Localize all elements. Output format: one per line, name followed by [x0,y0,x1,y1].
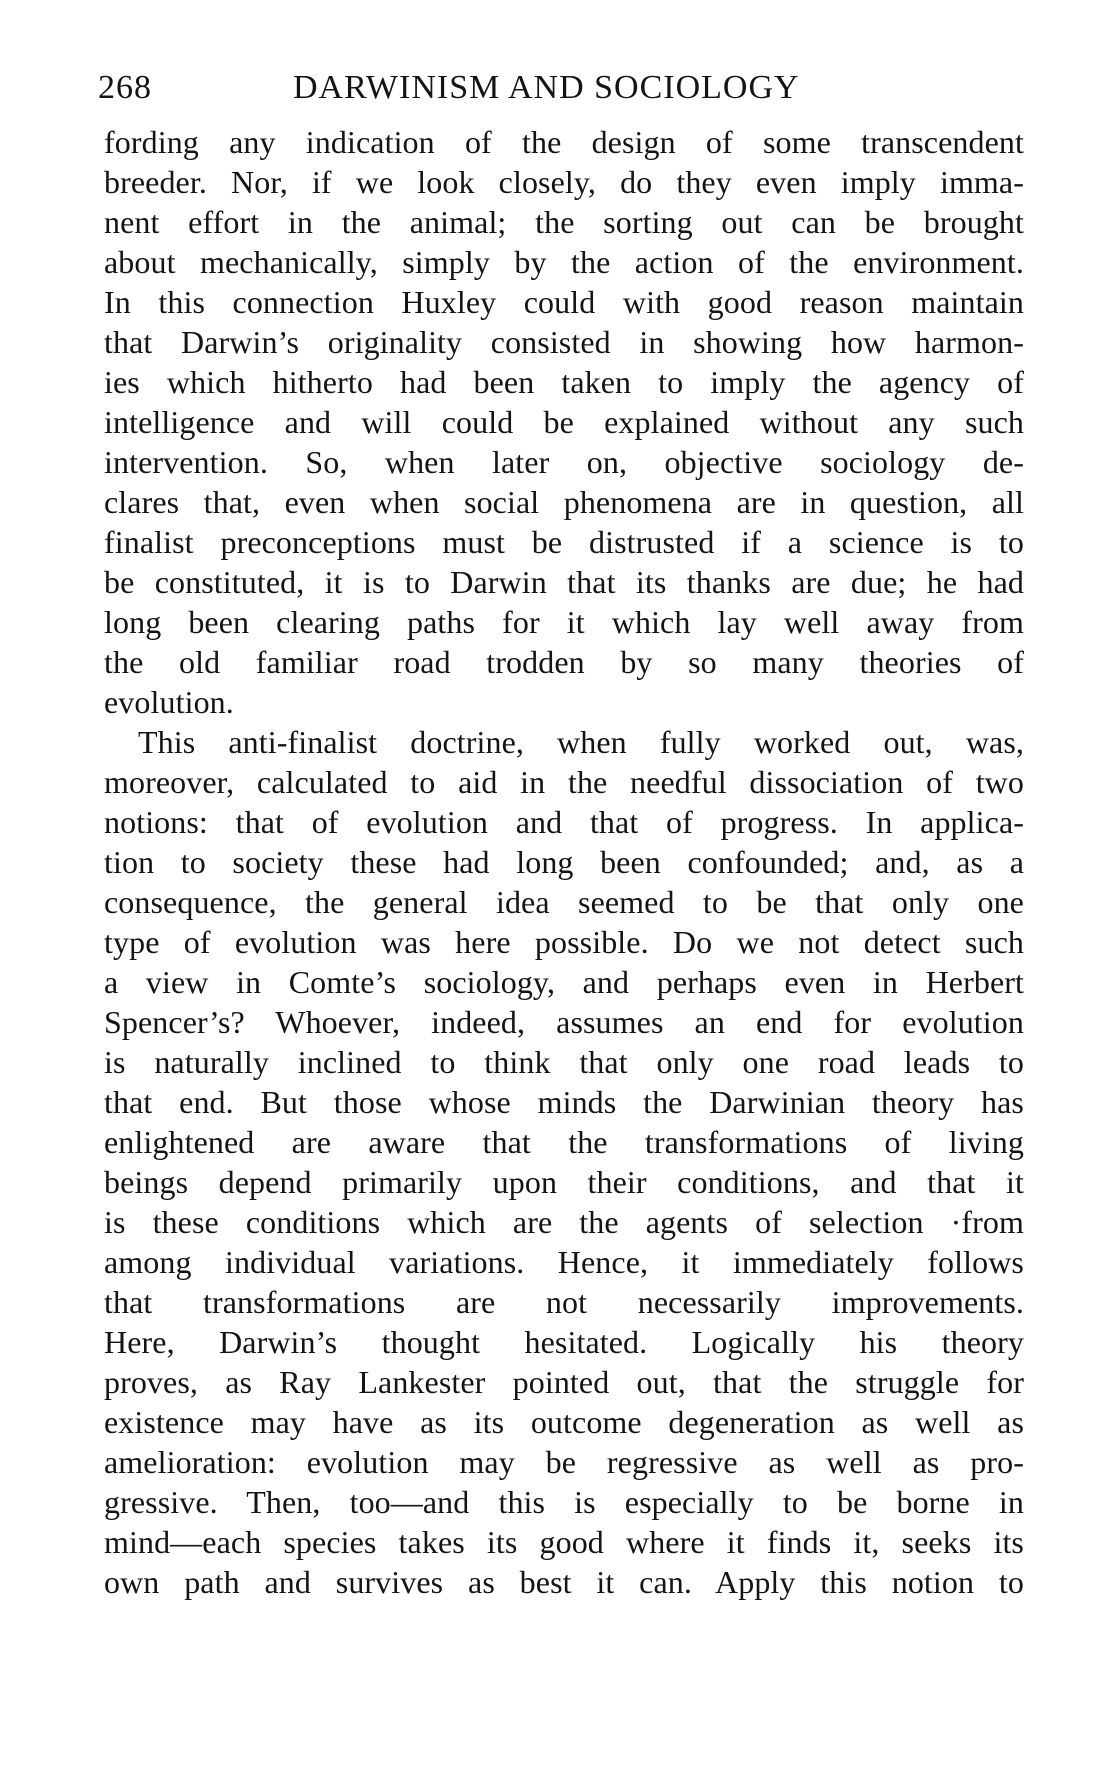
text-line: consequence, the general idea seemed to be that only one [104,884,1024,920]
text-line: that end. But those whose minds the Darwinian theory has [104,1084,1024,1120]
text-line: In this connection Huxley could with good reason maintain [104,284,1024,320]
text-line: fording any indication of the design of some transcendent [104,124,1024,160]
text-line: Spencer’s? Whoever, indeed, assumes an end for evolution [104,1004,1024,1040]
text-line: long been clearing paths for it which lay well away from [104,604,1024,640]
text-line: about mechanically, simply by the action of the environment. [104,244,1024,280]
text-line: is these conditions which are the agents of selection ·from [104,1204,1024,1240]
body-text [104,122,1024,1602]
text-line: tion to society these had long been confounded; and, as a [104,844,1024,880]
text-line: enlightened are aware that the transformations of living [104,1124,1024,1160]
paragraph-1 [104,122,1024,722]
text-line: amelioration: evolution may be regressive as well as pro- [104,1444,1024,1480]
text-line: notions: that of evolution and that of progress. In applica- [104,804,1024,840]
text-line: type of evolution was here possible. Do we not detect such [104,924,1024,960]
text-line: the old familiar road trodden by so many theories of [104,644,1024,680]
text-line: breeder. Nor, if we look closely, do they even imply imma- [104,164,1024,200]
text-line: that Darwin’s originality consisted in showing how harmon- [104,324,1024,360]
text-line: evolution. [104,684,234,720]
running-head [98,62,1024,114]
text-line: mind—each species takes its good where it finds it, seeks its [104,1524,1024,1560]
text-line: beings depend primarily upon their conditions, and that it [104,1164,1024,1200]
text-line: clares that, even when social phenomena are in question, all [104,484,1024,520]
text-line: proves, as Ray Lankester pointed out, that the struggle for [104,1364,1024,1400]
text-line: Here, Darwin’s thought hesitated. Logically his theory [104,1324,1024,1360]
paragraph-2 [104,722,1024,1602]
text-line: intervention. So, when later on, objective sociology de- [104,444,1024,480]
book-page [98,62,1024,1602]
page-number: 268 [98,69,152,106]
text-line: is naturally inclined to think that only one road leads to [104,1044,1024,1080]
text-line: moreover, calculated to aid in the needful dissociation of two [104,764,1024,800]
text-line: finalist preconceptions must be distrusted if a science is to [104,524,1024,560]
text-line: gressive. Then, too—and this is especially to be borne in [104,1484,1024,1520]
text-line: among individual variations. Hence, it immediately follows [104,1244,1024,1280]
text-line: a view in Comte’s sociology, and perhaps even in Herbert [104,964,1024,1000]
text-line: that transformations are not necessarily improvements. [104,1284,1024,1320]
text-line: This anti-finalist doctrine, when fully worked out, was, [138,724,1024,760]
text-line: intelligence and will could be explained without any such [104,404,1024,440]
text-line: ies which hitherto had been taken to imply the agency of [104,364,1024,400]
text-line: be constituted, it is to Darwin that its thanks are due; he had [104,564,1024,600]
text-line: own path and survives as best it can. Apply this notion to [104,1564,1024,1600]
text-line: existence may have as its outcome degeneration as well as [104,1404,1024,1440]
text-line: nent effort in the animal; the sorting out can be brought [104,204,1024,240]
running-title: DARWINISM AND SOCIOLOGY [293,69,800,106]
